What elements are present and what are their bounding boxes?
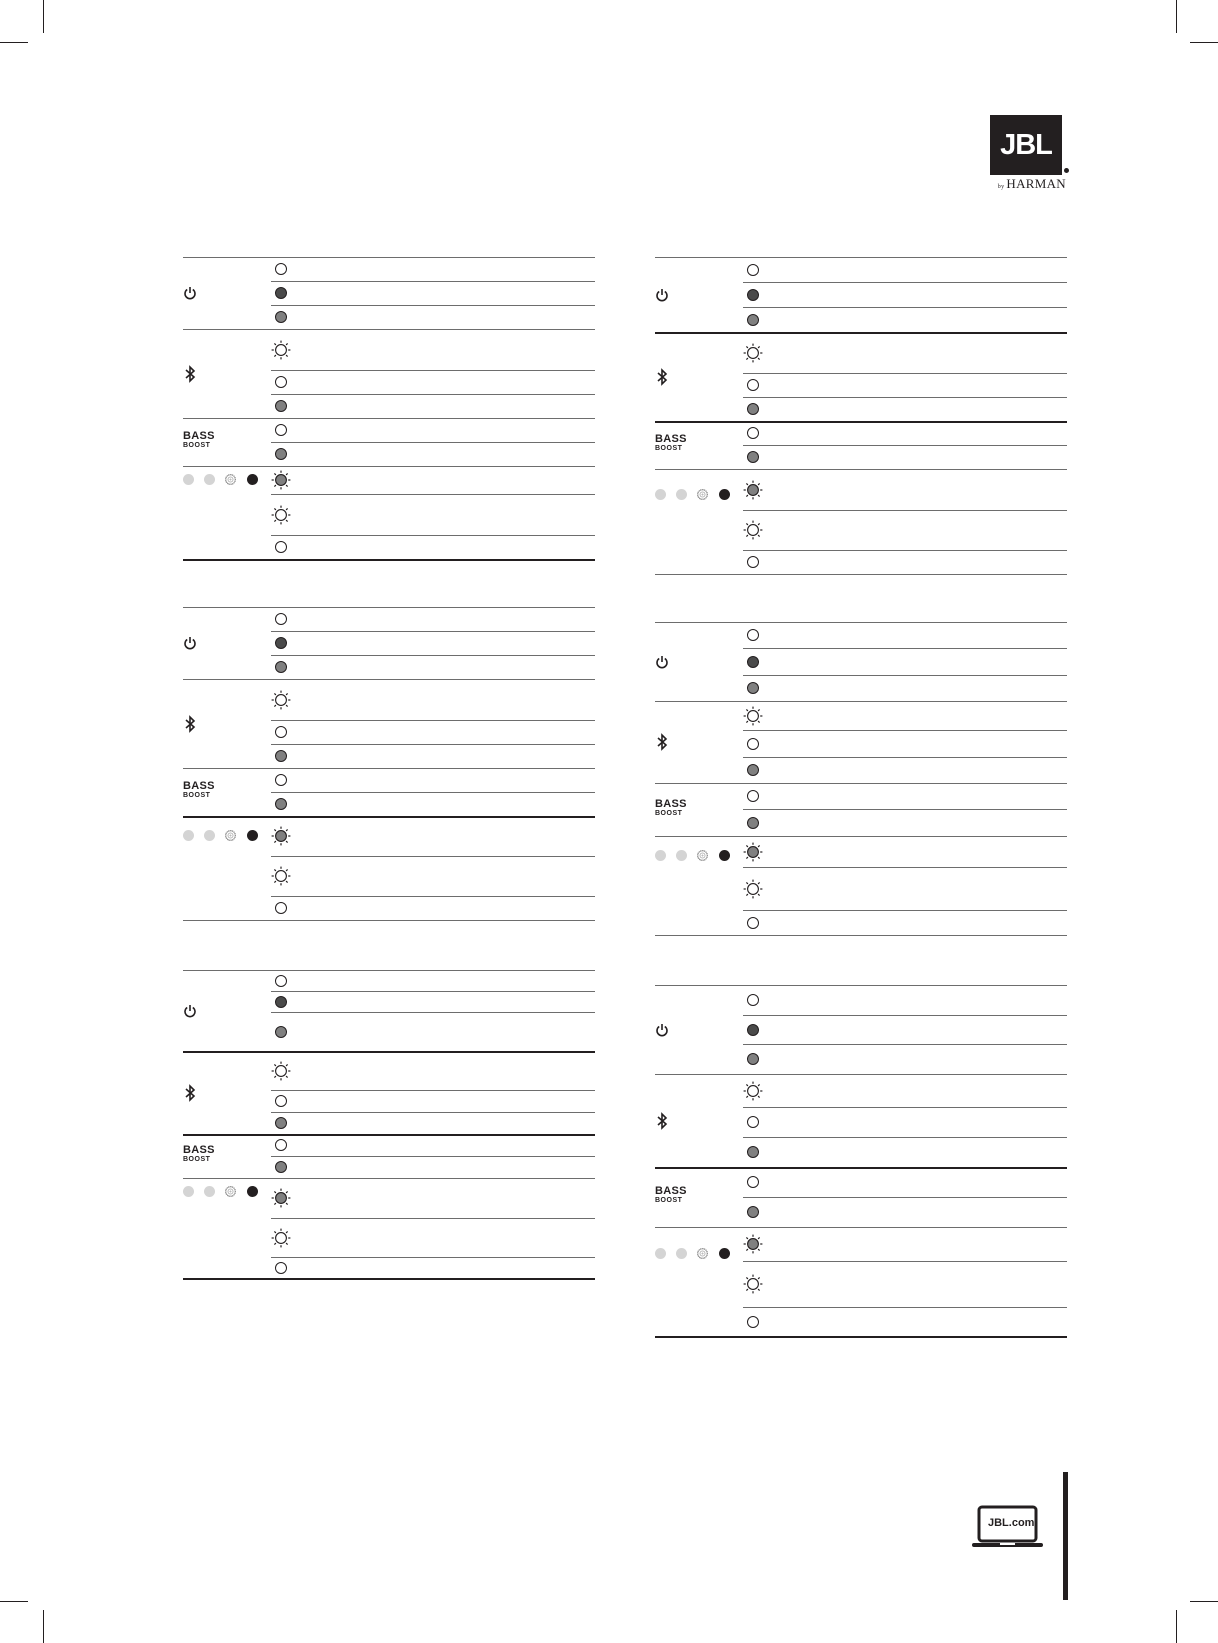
table-rule [271, 305, 595, 306]
led-solid-grey-icon [747, 682, 759, 694]
table-rule [183, 679, 595, 680]
battery-dot [676, 850, 687, 861]
power-icon [183, 286, 197, 300]
table-rule [743, 445, 1067, 446]
bass-boost-line1: BASS [183, 780, 215, 792]
power-icon [183, 636, 197, 650]
table-rule [183, 970, 595, 971]
led-flashing-icon [743, 879, 763, 899]
battery-dot [247, 830, 258, 841]
bluetooth-icon [656, 1112, 668, 1130]
battery-dot [697, 1248, 708, 1259]
table-bottom-rule [183, 559, 595, 561]
table-rule [271, 535, 595, 536]
led-off-icon [275, 1139, 287, 1151]
bass-boost-icon [655, 800, 687, 818]
table-rule [271, 1218, 595, 1219]
table-rule [271, 1156, 595, 1157]
led-flashing-filled-icon [271, 826, 291, 846]
led-off-icon [747, 629, 759, 641]
battery-dot [697, 489, 708, 500]
table-rule [743, 1044, 1067, 1045]
table-rule [743, 648, 1067, 649]
bass-boost-icon [183, 432, 215, 450]
power-icon [655, 288, 669, 302]
led-off-icon [747, 556, 759, 568]
bluetooth-icon [656, 733, 668, 751]
table-rule [743, 1015, 1067, 1016]
battery-dot [719, 489, 730, 500]
table-rule [655, 332, 1067, 334]
battery-level-dots-icon [183, 474, 263, 486]
crop-mark [1190, 42, 1218, 43]
table-rule [743, 1197, 1067, 1198]
led-off-icon [747, 1116, 759, 1128]
bass-boost-line1: BASS [655, 433, 687, 445]
led-flashing-filled-icon [743, 480, 763, 500]
led-off-icon [275, 975, 287, 987]
table-rule [655, 622, 1067, 623]
bass-boost-icon [183, 1146, 215, 1164]
bluetooth-icon [184, 715, 196, 733]
table-rule [655, 1227, 1067, 1228]
table-rule [271, 720, 595, 721]
led-solid-grey-icon [275, 311, 287, 323]
led-solid-dark-icon [747, 289, 759, 301]
battery-level-dots-icon [183, 1186, 263, 1198]
led-off-icon [275, 1095, 287, 1107]
bass-boost-line2: BOOST [183, 1156, 211, 1163]
crop-mark [1176, 1610, 1177, 1643]
battery-dot [204, 830, 215, 841]
power-icon [655, 655, 669, 669]
battery-dot [719, 1248, 730, 1259]
led-off-icon [275, 902, 287, 914]
battery-dot [247, 474, 258, 485]
table-bottom-rule [655, 574, 1067, 575]
bluetooth-icon [184, 365, 196, 383]
table-rule [271, 744, 595, 745]
table-bottom-rule [655, 935, 1067, 936]
power-icon [655, 1023, 669, 1037]
table-rule [655, 836, 1067, 837]
led-flashing-icon [271, 505, 291, 525]
table-rule [271, 655, 595, 656]
led-flashing-icon [271, 866, 291, 886]
table-rule [183, 329, 595, 330]
bass-boost-icon [655, 435, 687, 453]
led-off-icon [275, 376, 287, 388]
bass-boost-line1: BASS [183, 1144, 215, 1156]
table-rule [743, 910, 1067, 911]
led-solid-grey-icon [275, 798, 287, 810]
table-rule [183, 418, 595, 419]
led-flashing-filled-icon [271, 1188, 291, 1208]
led-solid-grey-icon [275, 400, 287, 412]
led-solid-dark-icon [747, 656, 759, 668]
table-bottom-rule [183, 1278, 595, 1280]
led-solid-grey-icon [747, 451, 759, 463]
battery-level-dots-icon [183, 830, 263, 842]
battery-dot [655, 850, 666, 861]
led-flashing-icon [271, 1061, 291, 1081]
bluetooth-icon [656, 368, 668, 386]
table-rule [743, 867, 1067, 868]
table-rule [743, 510, 1067, 511]
battery-dot [183, 474, 194, 485]
crop-mark [1176, 0, 1177, 33]
battery-level-dots-icon [655, 489, 735, 501]
table-rule [271, 792, 595, 793]
table-rule [743, 373, 1067, 374]
battery-dot [183, 1186, 194, 1197]
table-rule [743, 282, 1067, 283]
table-rule [271, 281, 595, 282]
crop-mark [0, 42, 28, 43]
table-rule [655, 783, 1067, 784]
battery-dot [204, 474, 215, 485]
led-solid-grey-icon [275, 1117, 287, 1129]
table-rule [183, 257, 595, 258]
table-rule [183, 816, 595, 818]
battery-level-dots-icon [655, 850, 735, 862]
led-solid-grey-icon [747, 817, 759, 829]
table-rule [655, 1074, 1067, 1075]
led-solid-grey-icon [747, 1053, 759, 1065]
led-off-icon [275, 726, 287, 738]
table-rule [271, 370, 595, 371]
table-rule [183, 466, 595, 467]
led-solid-grey-icon [275, 448, 287, 460]
led-off-icon [747, 917, 759, 929]
table-rule [271, 991, 595, 992]
table-rule [655, 421, 1067, 423]
power-icon [183, 1004, 197, 1018]
table-rule [271, 1012, 595, 1013]
table-rule [655, 985, 1067, 986]
table-rule [183, 768, 595, 769]
led-off-icon [275, 263, 287, 275]
led-solid-grey-icon [275, 1026, 287, 1038]
led-solid-dark-icon [275, 287, 287, 299]
led-off-icon [275, 424, 287, 436]
table-rule [271, 1090, 595, 1091]
bass-boost-icon [183, 782, 215, 800]
table-rule [183, 1134, 595, 1136]
table-rule [271, 442, 595, 443]
led-off-icon [747, 1316, 759, 1328]
table-rule [743, 757, 1067, 758]
crop-mark [0, 1601, 28, 1602]
bass-boost-line2: BOOST [183, 792, 211, 799]
registered-mark [1064, 168, 1069, 173]
battery-dot [676, 489, 687, 500]
led-flashing-filled-icon [743, 842, 763, 862]
table-rule [743, 1137, 1067, 1138]
led-flashing-icon [743, 706, 763, 726]
led-off-icon [275, 541, 287, 553]
page-edge-bar [1063, 1472, 1068, 1600]
led-solid-dark-icon [275, 637, 287, 649]
crop-mark [1190, 1601, 1218, 1602]
bass-boost-line1: BASS [655, 798, 687, 810]
bass-boost-line2: BOOST [655, 445, 683, 452]
battery-dot [719, 850, 730, 861]
jbl-website-label: JBL.com [988, 1517, 1035, 1529]
led-solid-grey-icon [275, 1161, 287, 1173]
led-solid-grey-icon [747, 764, 759, 776]
table-rule [743, 1307, 1067, 1308]
led-flashing-icon [271, 690, 291, 710]
crop-mark [43, 1610, 44, 1643]
table-rule [271, 856, 595, 857]
led-off-icon [275, 774, 287, 786]
table-rule [655, 1167, 1067, 1169]
battery-level-dots-icon [655, 1248, 735, 1260]
table-rule [183, 607, 595, 608]
led-flashing-icon [743, 343, 763, 363]
bass-boost-icon [655, 1187, 687, 1205]
led-off-icon [747, 379, 759, 391]
led-off-icon [275, 613, 287, 625]
table-rule [743, 550, 1067, 551]
table-rule [271, 1257, 595, 1258]
battery-dot [204, 1186, 215, 1197]
table-rule [271, 896, 595, 897]
table-bottom-rule [655, 1336, 1067, 1338]
crop-mark [43, 0, 44, 33]
table-rule [183, 1051, 595, 1053]
bass-boost-line2: BOOST [655, 1197, 683, 1204]
battery-dot [183, 830, 194, 841]
led-solid-grey-icon [747, 1206, 759, 1218]
led-flashing-icon [743, 1081, 763, 1101]
bass-boost-line2: BOOST [655, 810, 683, 817]
led-solid-grey-icon [275, 750, 287, 762]
battery-dot [655, 1248, 666, 1259]
battery-dot [225, 830, 236, 841]
led-solid-dark-icon [275, 996, 287, 1008]
led-off-icon [747, 738, 759, 750]
table-rule [271, 1112, 595, 1113]
led-off-icon [747, 790, 759, 802]
battery-dot [655, 489, 666, 500]
led-off-icon [747, 427, 759, 439]
led-off-icon [747, 1176, 759, 1188]
bass-boost-line2: BOOST [183, 442, 211, 449]
table-bottom-rule [183, 920, 595, 921]
bass-boost-line1: BASS [183, 430, 215, 442]
led-off-icon [747, 264, 759, 276]
table-rule [743, 1261, 1067, 1262]
table-rule [743, 397, 1067, 398]
table-rule [655, 257, 1067, 258]
led-flashing-icon [743, 1274, 763, 1294]
battery-dot [225, 1186, 236, 1197]
table-rule [183, 1178, 595, 1179]
table-rule [743, 809, 1067, 810]
led-flashing-icon [743, 520, 763, 540]
jbl-logo: JBL [990, 115, 1062, 175]
battery-dot [225, 474, 236, 485]
battery-dot [676, 1248, 687, 1259]
table-rule [271, 631, 595, 632]
table-rule [271, 494, 595, 495]
led-flashing-icon [271, 340, 291, 360]
table-rule [655, 469, 1067, 470]
table-rule [655, 701, 1067, 702]
table-rule [743, 307, 1067, 308]
led-off-icon [747, 994, 759, 1006]
battery-dot [247, 1186, 258, 1197]
by-harman-wordmark: by HARMAN [997, 176, 1066, 191]
led-solid-grey-icon [275, 661, 287, 673]
battery-dot [697, 850, 708, 861]
led-solid-grey-icon [747, 314, 759, 326]
led-solid-grey-icon [747, 1146, 759, 1158]
table-rule [743, 675, 1067, 676]
table-rule [743, 730, 1067, 731]
table-rule [743, 1107, 1067, 1108]
bass-boost-line1: BASS [655, 1185, 687, 1197]
led-solid-grey-icon [747, 403, 759, 415]
led-off-icon [275, 1262, 287, 1274]
bluetooth-icon [184, 1084, 196, 1102]
table-rule [271, 394, 595, 395]
led-flashing-filled-icon [743, 1234, 763, 1254]
led-flashing-filled-icon [271, 470, 291, 490]
led-solid-dark-icon [747, 1024, 759, 1036]
led-flashing-icon [271, 1228, 291, 1248]
